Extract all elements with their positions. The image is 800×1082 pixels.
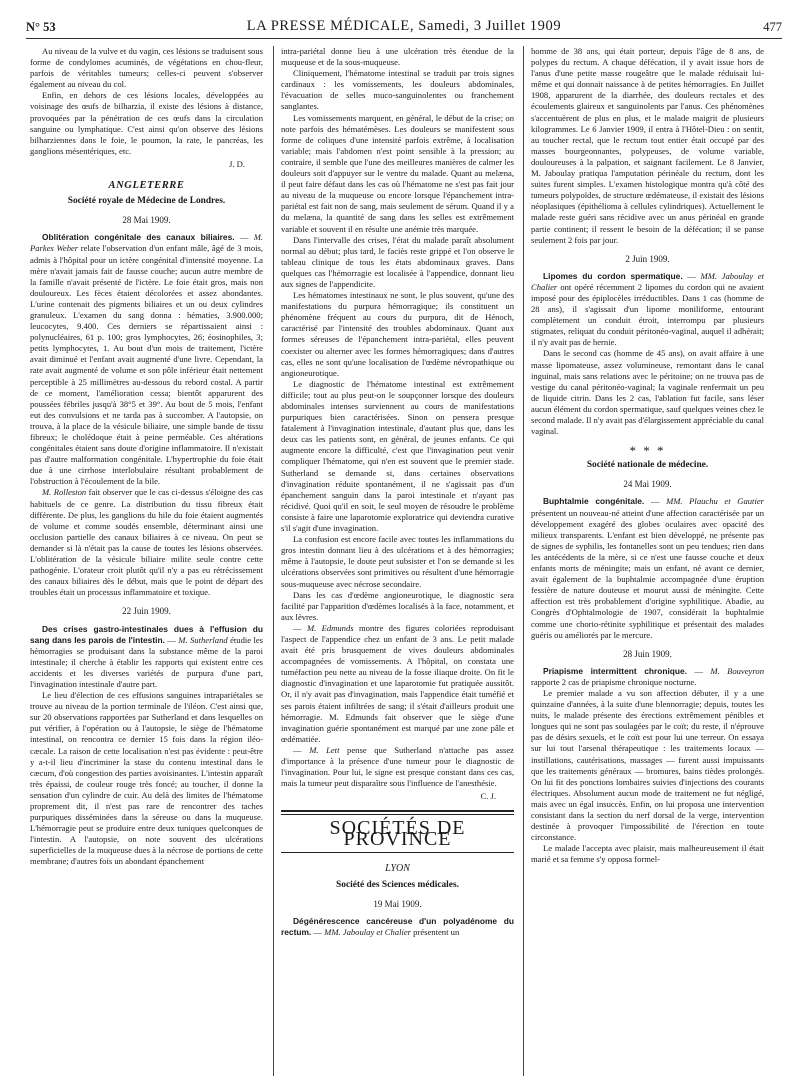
section-rule bbox=[281, 810, 514, 812]
article-author: M. Parkes Weber bbox=[30, 232, 263, 254]
header-rule bbox=[26, 38, 782, 39]
session-date: 19 Mai 1909. bbox=[373, 898, 422, 909]
paragraph: — M. Lett pense que Sutherland n'attache pas assez d'importance à la présence d'une tumeur pour le diagnostic de l'invagination. Pour lui, le signe est presque constant dans ces cas, mais la tumeur peut disparaître sous l'influence de l'anesthésie. bbox=[281, 744, 514, 789]
article-text: relate l'observation d'un enfant mâle, âgé de 3 mois, admis à l'hôpital pour un ictère congénital d'intensité moyenne. La mère n'avait jamais fait de fausse couche; aucun autre membre de la famille n'avait présenté de l'ictère. Le foie était gros, mais non douloureux. Les fèces étaient décolorées et assez abondantes. L'urine contenait des pigments biliaires et un ou deux cylindres granuleux. L'examen du sang donna : hématies, 3.900.000; leucocytes, 9.400. Ces derniers se répartissaient ainsi : polynucléaires, 61 p. 100; gros lymphocytes, 26; éosinophiles, 3; petits lymphocytes, 1. Au bout d'un mois de traitement, l'ictère avait diminué et l'enfant avait augmenté d'une livre. Cependant, la rate avait augmenté de volume et son pôle inférieur était nettement perceptible à 25 millimètres au-dessous du rebord costal. A partir de ce moment, l'amélioration cessa; bientôt apparurent des poussées fébriles jusqu'à 38°5 et 39°. Au bout de 5 mois, l'enfant eut des convulsions et ne tarda pas à succomber. A l'autopsie, on trouva, à la place de la vésicule biliaire, une simple bande de tissu fibreux; le cholédoque était à peine perméable. Ces altérations congénitales étaient sans doute d'origine inflammatoire. Il n'existait pas d'autre malformation congénitale. L'hypertrophie du foie était due à une cirrhose interlobulaire résultant probablement de l'obstruction à l'écoulement de la bile. bbox=[30, 243, 263, 487]
author-initials: C. J. bbox=[480, 791, 496, 802]
dash: — bbox=[644, 496, 667, 507]
paragraph: Le malade l'accepta avec plaisir, mais malheureusement il était marié et sa femme s'y opposa formel- bbox=[531, 843, 764, 865]
discussant: M. Rolleston bbox=[42, 487, 87, 498]
article-title: Lipomes du cordon spermatique. bbox=[543, 270, 683, 281]
society-name: Société royale de Médecine de Londres. bbox=[67, 196, 226, 207]
article bbox=[30, 232, 263, 487]
issue-number: N° 53 bbox=[26, 20, 56, 34]
page-number: 477 bbox=[763, 20, 782, 34]
article-author: M. Sutherland bbox=[178, 634, 228, 645]
paragraph: intra-pariétal donne lieu à une ulcération très étendue de la muqueuse et de la sous-muqueuse. bbox=[281, 46, 514, 68]
paragraph: La confusion est encore facile avec toutes les inflammations du gros intestin donnant lieu à des ulcérations et à des hémorragies; même à l'autopsie, le doute peut subsister et l'on se demande si les ulcérations observées sont primitives ou résultent d'une hémorragie sous-muqueuse avec nécrose secondaire. bbox=[281, 534, 514, 589]
article-text: fait observer que le cas ci-dessus s'éloigne des cas habituels de ce genre. La distribution du tissu fibreux était différente. De plus, les ganglions du hile du foie étaient augmentés de volume et comme soudés ensemble, déterminant ainsi une occlusion partielle des canaux biliaires à ce niveau. On peut se demander si là n'était pas la cause de toutes les lésions observées. L'oblitération de la vésicule biliaire milite seule contre cette pathogénie. L'orateur croit plutôt qu'il n'y a pas eu rétrécissement des canaux biliaires dès le début, mais que le point de départ des troubles était un processus inflammatoire et toxique. bbox=[30, 487, 263, 598]
section-rule bbox=[281, 852, 514, 853]
section-country: ANGLETERRE bbox=[108, 180, 185, 192]
city-name: LYON bbox=[385, 862, 410, 874]
section-rule bbox=[281, 814, 514, 815]
paragraph bbox=[30, 487, 263, 598]
paragraph: — M. Edmunds montre des figures coloriées reproduisant l'aspect de l'appendice chez un enfant de 3 ans. Le petit malade avait été pris brusquement de vives douleurs abdominales accompagnées de vomissements. A l'hôpital, on constata une tuméfaction peu nette au niveau de la fosse iliaque droite. On fit le diagnostic d'invagination et une laparotomie fut pratiquée aussitôt. Or, il n'y avait pas d'invagination, mais l'appendice était tuméfié et ses parois étaient infiltrées de sang; il s'était d'ailleurs produit une hémorragie. M. Edmunds fait observer que le siège d'une invagination guérie spontanément est marqué par une zone pâle et œdématiée. bbox=[281, 622, 514, 744]
paragraph: Au niveau de la vulve et du vagin, ces lésions se traduisent sous forme de condylomes acuminés, de végétations en chou-fleur, parfois de véritables tumeurs; celles-ci peuvent s'observer également au niveau du col. bbox=[30, 46, 263, 90]
article-text: étudie les hémorragies se produisant dans la substance même de la paroi intestinale; il cherche à établir les rapports qui existent entre ces accidents et les diverses variétés de purpura d'une part, l'invagination intestinale d'autre part. bbox=[30, 634, 263, 689]
dash: — bbox=[164, 634, 179, 645]
dash: — bbox=[687, 665, 711, 676]
column-divider-1 bbox=[273, 46, 274, 1076]
section-title: SOCIÉTÉS DE PROVINCE bbox=[329, 817, 466, 851]
session-date: 2 Juin 1909. bbox=[625, 253, 670, 264]
paragraph: homme de 38 ans, qui était porteur, depuis l'âge de 8 ans, de polypes du rectum. A chaque défécation, il y avait issue hors de l'anus d'une petite masse rougeâtre que le malade réduisait lui-même et qui donnait naissance à de petites hémorragies. En Juillet 1908, apparurent de la diarrhée, des douleurs rectales et des écoulements glaireux et sanguinolents par l'anus. Ces phénomènes s'accentuèrent de plus en plus, et le malade maigrit de plusieurs kilogrammes. Le 6 Janvier 1909, il entra à l'Hôtel-Dieu : on sentit, au toucher rectal, que le rectum tout entier était occupé par des masses bourgeonnantes, polypeuses, de volume variable, douloureuses à la palpation, et saignant facilement. Le 8 Janvier, M. Jaboulay pratiqua l'amputation périnéale du rectum, dont les suites furent simples. L'examen histologique montra qu'à côté des tumeurs polypoïdes, de structure œdémateuse, il existait des lésions néoplasiques (épithélioma à cellules cylindriques). Actuellement le malade reste guéri sans récidive avec un anus périnéal en grande partie continent; il ressent le besoin de la défécation; il se panse seulement 2 fois par jour. bbox=[531, 46, 764, 245]
paragraph: Enfin, en dehors de ces lésions locales, développées au voisinage des œufs de bilharzia, il existe des lésions à distance, provoquées par la pénétration de ces œufs dans la circulation sanguine ou lymphatique. C'est ainsi qu'on observe des lésions bilharziennes dans le foie, le poumon, la rate, le pancréas, les ganglions mésentériques, etc. bbox=[30, 90, 263, 156]
paragraph: Dans l'intervalle des crises, l'état du malade paraît absolument normal au début; plus tard, le faciès reste grippé et l'on observe le tableau clinique de tous les états abdominaux graves. Dans quelques cas l'hémorragie est localisée à l'appendice, donnant lieu aux signes de l'appendicite. bbox=[281, 234, 514, 289]
paragraph: Le diagnostic de l'hématome intestinal est extrêmement difficile; tout au plus peut-on le soupçonner lorsque des douleurs abdominales intenses surviennent au cours de manifestations purpuriques bien caractérisées. Sinon on pensera presque fatalement à l'invagination intestinale, d'autant plus que, dans les deux cas les patients sont, en général, de jeunes enfants. Ce qui augmente encore la difficulté, c'est que l'invagination peut venir compliquer l'hématome, qui n'en est souvent que le premier stade. Sutherland se demande si, dans certaines observations d'invagination réduite spontanément, il ne s'agissait pas d'un épanchement sanguin dans la paroi intestinale et n'ayant pas récidivé. Quoi qu'il en soit, le seul moyen de résoudre le problème consiste à faire une laparotomie exploratrice qui deviendra curative s'il s'agit d'une invagination. bbox=[281, 378, 514, 534]
article bbox=[531, 666, 764, 688]
journal-title: LA PRESSE MÉDICALE, Samedi, 3 Juillet 1909 bbox=[246, 18, 562, 34]
paragraph: Dans le second cas (homme de 45 ans), on avait affaire à une masse lipomateuse, assez volumineuse, remontant dans le canal inguinal, mais sans relations avec le péritoine; on ne trouva pas de vestige du canal péritonéo-vaginal; la vaginale renfermait un peu de liquide citrin. Dans les 2 cas, l'ablation fut facile, sans léser aucun élément du cordon spermatique, sauf quelques veines chez le second malade. Il n'y avait pas d'élargissement appréciable du canal vaginal. bbox=[531, 348, 764, 437]
column-2 bbox=[281, 46, 514, 1076]
session-date: 22 Juin 1909. bbox=[122, 606, 171, 617]
paragraph: Les vomissements marquent, en général, le début de la crise; on note parfois des hématémèses. Les douleurs se manifestent sous forme de coliques d'une intensité parfois extrême, à localisation variable; mais l'abdomen n'est point sensible à la pression; au contraire, il semble que l'une des meilleures manières de calmer les douleurs soit d'appuyer sur le ventre du malade. Quant au melæna, il peut faire défaut dans les cas où l'hématome ne s'est pas fait jour au niveau de la muqueuse ou encore lorsque l'épanchement intra-pariétal est fait non de sang, mais seulement de sérum. Quand il y a du melæna, la quantité de sang dans les selles est extrêmement variable et souvent il en résulte une anémie très marquée. bbox=[281, 112, 514, 234]
page-header bbox=[26, 18, 782, 38]
article-text: rapporte 2 cas de priapisme chronique nocturne. bbox=[531, 676, 697, 687]
session-date: 28 Juin 1909. bbox=[623, 648, 672, 659]
article-author: M. Bouveyron bbox=[710, 665, 764, 676]
article-text: ont opéré récemment 2 lipomes du cordon qui ne avaient imposé pour des épiplocèles irréductibles. Dans 1 cas (homme de 28 ans), il s'agissait d'un lipome moniliforme, entourant complètement un conduit étroit, interrompu par plusieurs stigmates, reliquat du conduit péritonéo-vaginal, auquel il adhérait; il n'y avait pas de hernie. bbox=[531, 281, 764, 348]
article-title: Des crises gastro-intestinales dues à l'effusion du sang dans les parois de l'intestin. bbox=[30, 623, 263, 645]
article-text: montre des figures coloriées reproduisant l'aspect de l'appendice chez un enfant de 3 ans. Le petit malade avait été pris brusquement de vives douleurs abdominales accompagnées de vomissements. A l'hôpital, on constata une tuméfaction peu nette au niveau de la fosse iliaque droite. On fit le diagnostic d'invagination et une laparotomie fut pratiquée aussitôt. Or, il n'y avait pas d'invagination, mais l'appendice était tuméfié et ses parois étaient infiltrées de sang; il s'était d'ailleurs produit une hémorragie. M. Edmunds fait observer que le siège d'une invagination guérie spontanément est marqué par une zone pâle et œdématiée. bbox=[281, 622, 514, 744]
article bbox=[531, 271, 764, 349]
article-text: présentent un nouveau-né atteint d'une affection caractérisée par un développement exagéré des globes oculaires avec opacité des milieux transparents. L'enfant est bien développé, ne présente pas de signes de syphilis, les fontanelles sont un peu tendues; rien dans les antécédents de la mère, si ce n'est une fausse couche et deux enfants morts de méningite; mais un enfant, né avant ce dernier, avait également de la buphtalmie accompagnée d'une éruption fessière de nature douteuse et mourut aussi de méningite. Cette affection est très probablement d'origine syphilitique. Abadie, au Congrès d'Ophtalmologie de 1907, considérait la buphtalmie comme une chorio-rétinite syphilitique et présentait des malades guéris ou améliorés par le mercure. bbox=[531, 507, 764, 640]
article-title: Buphtalmie congénitale. bbox=[543, 496, 645, 507]
author-initials: J. D. bbox=[229, 158, 245, 169]
discussant: M. Lett bbox=[309, 744, 340, 755]
column-3 bbox=[531, 46, 764, 1076]
discussant: M. Edmunds bbox=[306, 622, 354, 633]
article bbox=[30, 624, 263, 691]
article-title: Priapisme intermittent chronique. bbox=[543, 665, 688, 676]
society-name: Société nationale de médecine. bbox=[586, 460, 709, 471]
paragraph: Les hématomes intestinaux ne sont, le plus souvent, qu'une des manifestations du purpura hémorragique; ils constituent un phénomène fréquent au cours du purpura, dit de Hénoch, caractérisé par l'intensité des troubles abdominaux. Quant aux formes séreuses de l'épanchement intra-pariétal, elles peuvent coexister ou alterner avec les formes hémorragiques; dans d'autres cas, elles ne sont qu'une localisation de l'œdème névropathique ou angioneurotique. bbox=[281, 290, 514, 378]
article bbox=[281, 916, 514, 938]
session-date: 24 Mai 1909. bbox=[623, 479, 672, 490]
dash: — bbox=[234, 232, 254, 243]
paragraph: Le lieu d'élection de ces effusions sanguines intrapariétales se trouve au niveau de la portion terminale de l'iléon. C'est ainsi que, sur 20 observations rapportées par Sutherland et dans lesquelles on put vérifier, à l'opération ou à l'autopsie, le siège de l'hématome intestinal, on rencontra ce dernier 15 fois dans la région iléo-cæcale. La raison de cette localisation n'est pas évidente : peut-être y a-t-il lieu d'incriminer la stase du contenu intestinal dans le cæcum, d'où congestion des parties avoisinantes. L'intestin apparaît très épaissi, de couleur rouge très foncé; au toucher, il donne la sensation d'un cylindre de cuir. Au delà des limites de l'hématome proprement dit, il n'est pas rare de rencontrer des taches purpuriques disséminées dans la séreuse ou dans la muqueuse. L'hémorragie peut se produire entre deux tuniques quelconques de l'intestin. A l'autopsie, on note souvent des ulcérations superficielles de la muqueuse dues à la nécrose de portions de cette membrane; d'autres fois un abondant épanchement bbox=[30, 690, 263, 867]
column-1 bbox=[30, 46, 263, 1076]
article-author: MM. Plauchu et Gautier bbox=[666, 496, 764, 507]
paragraph: Cliniquement, l'hématome intestinal se traduit par trois signes cardinaux : les vomissements, les douleurs abdominales, l'évacuation de selles muco-sanguinolentes ou franchement sanglantes. bbox=[281, 68, 514, 112]
session-date: 28 Mai 1909. bbox=[122, 215, 171, 226]
article-author: MM. Jaboulay et Chalier bbox=[531, 270, 764, 292]
column-divider-2 bbox=[523, 46, 524, 1076]
paragraph: Le premier malade a vu son affection débuter, il y a une quinzaine d'années, à la suite d'une blennorragie; depuis, toutes les nuits, le malade présente des érections extrêmement pénibles et longues qui ne sont pas soulagées par le coït; du reste, il n'éprouve pas de désirs sexuels, et le coït est pour lui une terreur. On essaya sur lui tout l'arsenal thérapeutique : les traitements locaux — instillations, cautérisations, massages — furent aussi impuissants que les traitements généraux — bromures, bains tièdes prolongés. On lui fit des ponctions lombaires suivies d'injections des courants électriques. Absolument aucun mode de traitement ne fut négligé, mais avec un égal insuccès. Enfin, on lui proposa une intervention consistant dans la section du nerf dorsal de la verge, intervention destinée à provoquer l'impossibilité de l'érection en toute circonstance. bbox=[531, 687, 764, 843]
dash: — bbox=[682, 270, 701, 281]
article-text: pense que Sutherland n'attache pas assez d'importance à la présence d'une tumeur pour le diagnostic de l'invagination. Pour lui, le signe est presque constant dans ces cas, mais la tumeur peut disparaître sous l'influence de l'anesthésie. bbox=[281, 744, 514, 789]
society-name: Société des Sciences médicales. bbox=[336, 879, 459, 890]
paragraph: Dans les cas d'œdème angioneurotique, le diagnostic sera facilité par l'apparition d'œdèmes localisés à la face, notamment, et aux lèvres. bbox=[281, 589, 514, 622]
article-text: présentent un bbox=[411, 926, 460, 937]
article-title: Dégénérescence cancéreuse d'un polyadénome du rectum. bbox=[281, 915, 514, 937]
dash: — bbox=[311, 926, 325, 937]
article-author: MM. Jaboulay et Chalier bbox=[324, 926, 412, 937]
article bbox=[531, 496, 764, 640]
section-separator: * * * bbox=[629, 443, 666, 459]
article-title: Oblitération congénitale des canaux biliaires. bbox=[42, 232, 235, 243]
